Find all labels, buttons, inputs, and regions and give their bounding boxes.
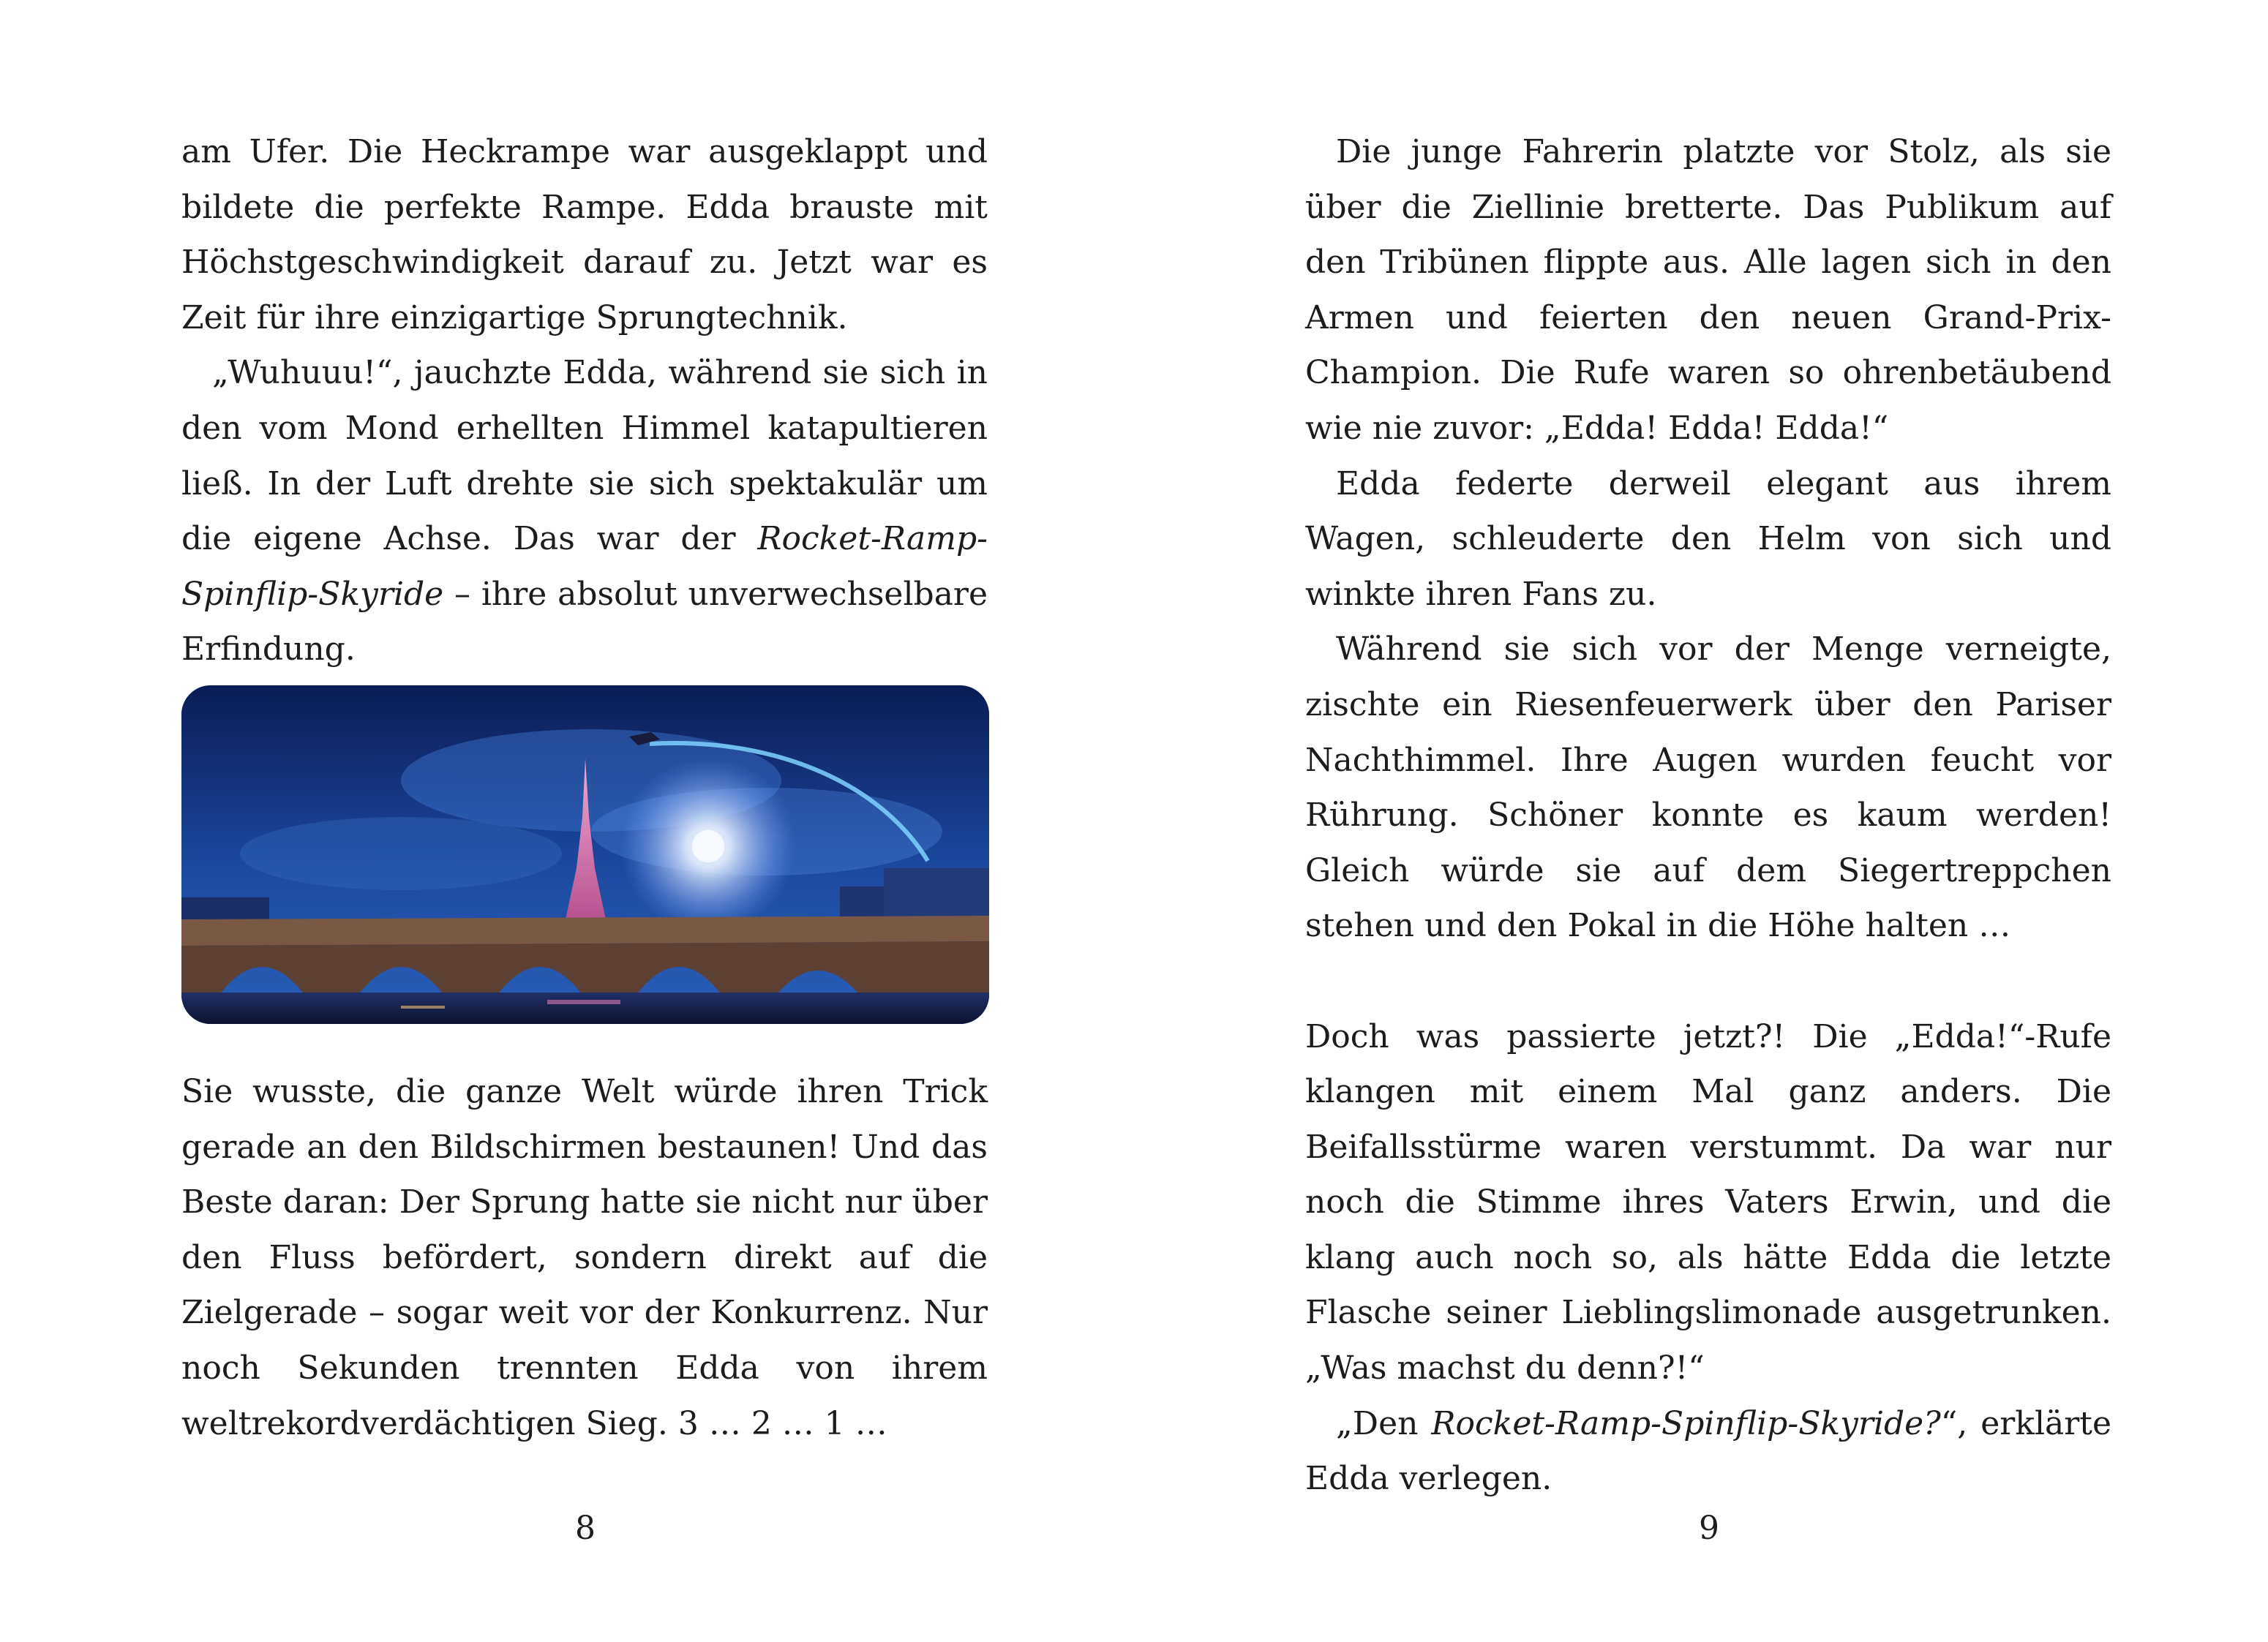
bridge (181, 916, 989, 946)
right-page (1134, 0, 2268, 1642)
moon (692, 830, 724, 862)
paragraph-text: „Den (1336, 1404, 1432, 1442)
paragraph-text: “, erklärte Edda verlegen. (1305, 1404, 2112, 1498)
paragraph: Die junge Fahrerin platzte vor Stolz, als sie über die Ziellinie bretterte. Das Publikum auf den Tribünen flippte aus. Alle lagen sich in den Armen und feierten den neuen Grand-Prix-Champion. Die Rufe waren so ohrenbetäubend wie nie zuvor: „Edda! Edda! Edda!“ (1305, 133, 2111, 447)
paris-night-bridge-illustration (181, 685, 989, 1024)
reflection (547, 1000, 620, 1004)
paragraph (181, 345, 988, 677)
paragraph: am Ufer. Die Heckrampe war ausgeklappt und bildete die perfekte Rampe. Edda brauste mit Höchstgeschwindigkeit darauf zu. Jetzt war es Zeit für ihre einzigartige Sprungtechnik. (181, 133, 988, 336)
illustration-svg (181, 685, 989, 1024)
cloud (240, 817, 562, 890)
paragraph-text: „Wuhuuu!“, jauchzte Edda, während sie sich in den vom Mond erhellten Himmel katapultieren ließ. In der Luft drehte sie sich spektakulär um die eigene Achse. Das war der (181, 354, 988, 558)
river (181, 993, 989, 1024)
paragraph (1305, 1396, 2111, 1507)
section-gap (1305, 954, 2111, 1009)
paragraph-text: – ihre absolut unverwechselbare Erfindung. (181, 575, 988, 669)
reflection (401, 1006, 445, 1009)
right-text (1305, 124, 2111, 1507)
left-text-top (181, 124, 988, 677)
paragraph: Doch was passierte jetzt?! Die „Edda!“-Rufe klangen mit einem Mal ganz anders. Die Beifallsstürme waren verstummt. Da war nur noch die Stimme ihres Vaters Erwin, und die klang auch noch so, als hätte Edda die letzte Flasche seiner Lieblingslimonade ausgetrunken. „Was machst du denn?!“ (1305, 1017, 2111, 1387)
paragraph: Während sie sich vor der Menge verneigte, zischte ein Riesenfeuerwerk über den Pariser Nachthimmel. Ihre Augen wurden feucht vor Rührung. Schöner konnte es kaum werden! Gleich würde sie auf dem Siegertreppchen stehen und den Pokal in die Höhe halten … (1305, 630, 2111, 945)
page-number: 9 (1699, 1510, 1719, 1547)
italic-title: Rocket-Ramp-Spinflip-Skyride? (1431, 1404, 1941, 1442)
paragraph: Edda federte derweil elegant aus ihrem Wagen, schleuderte den Helm von sich und winkte ihren Fans zu. (1305, 464, 2111, 613)
paragraph: Sie wusste, die ganze Welt würde ihren Trick gerade an den Bildschirmen bestaunen! Und das Beste daran: Der Sprung hatte sie nicht nur über den Fluss befördert, sondern direkt auf die Zielgerade – sogar weit vor der Konkurrenz. Nur noch Sekunden trennten Edda von ihrem weltrekordverdächtigen Sieg. 3 … 2 … 1 … (181, 1073, 988, 1442)
page-number: 8 (575, 1510, 596, 1547)
italic-title: Rocket-Ramp-Spinflip-Skyride (181, 520, 988, 613)
left-text-bottom (181, 1064, 988, 1451)
